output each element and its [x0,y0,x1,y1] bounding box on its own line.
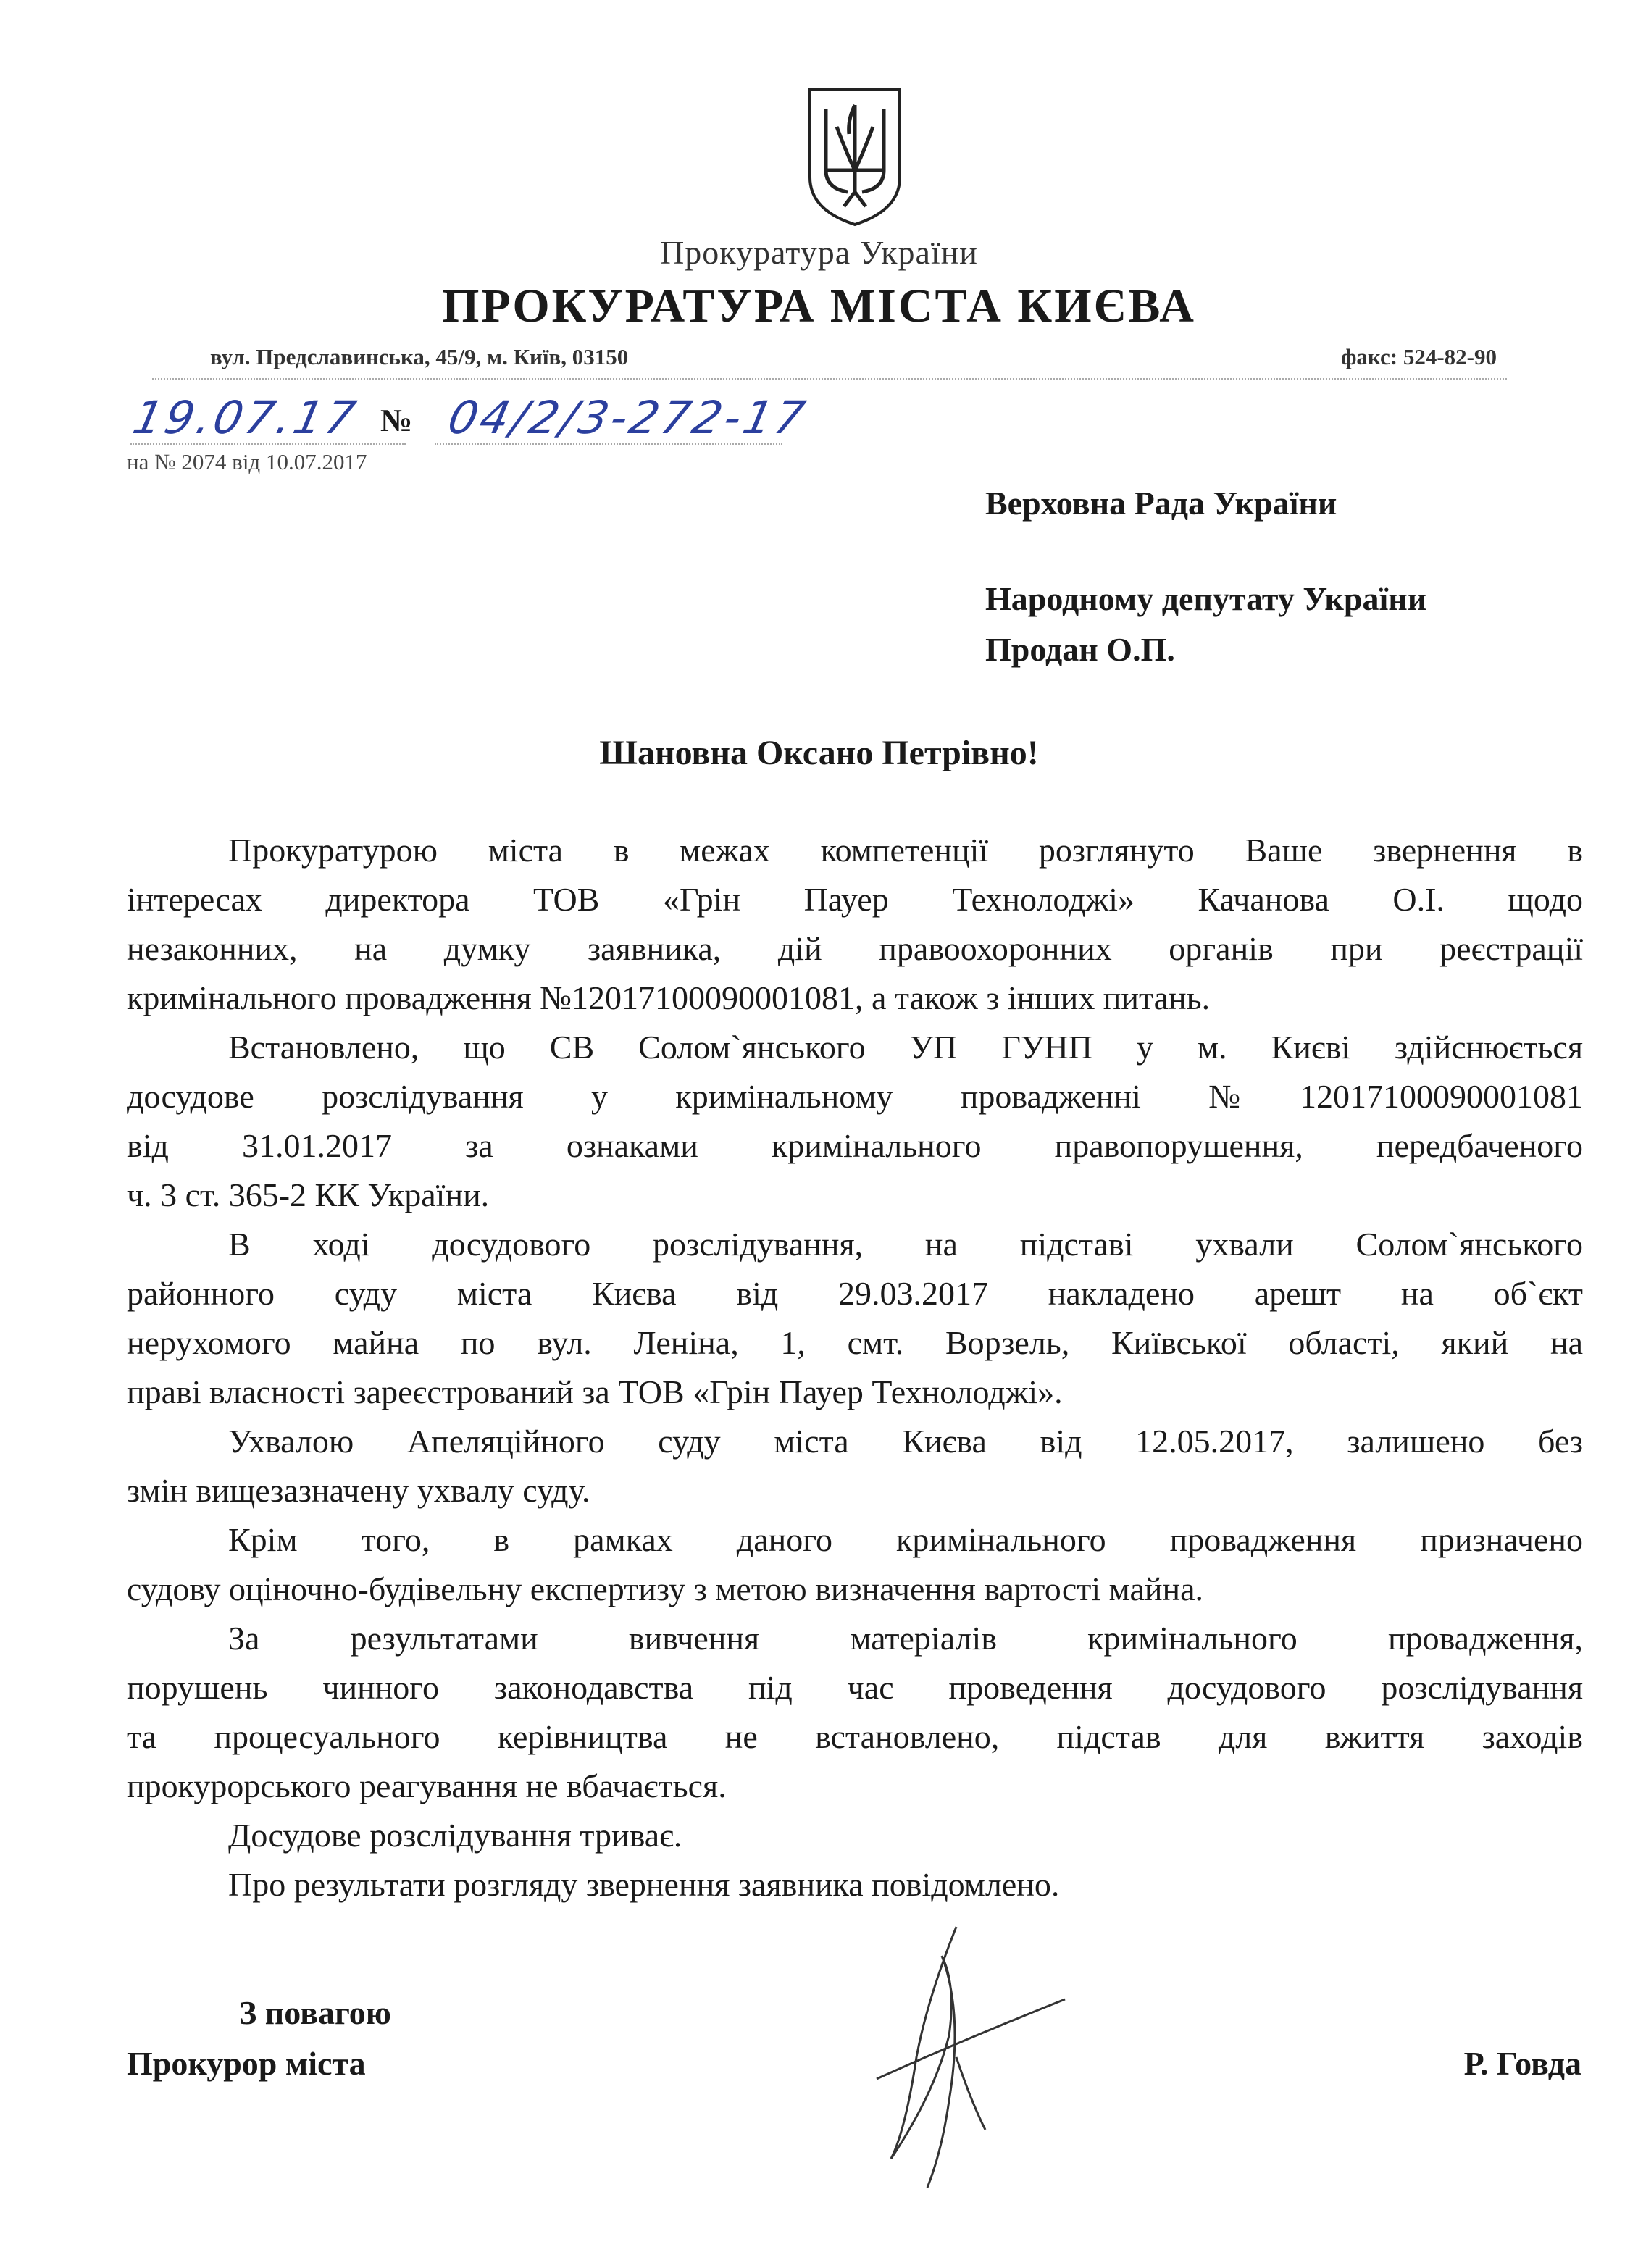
body-line: прокурорського реагування не вбачається. [127,1767,727,1804]
org-title: ПРОКУРАТУРА МІСТА КИЄВА [442,280,1196,332]
body-line: та процесуального керівництва не встановлено, підстав для вжиття заходів [127,1718,1583,1755]
body-line: Прокуратурою міста в межах компетенції розглянуто Ваше звернення в [228,832,1583,869]
number-underline [435,443,782,445]
signer-position: Прокурор міста [127,2045,366,2082]
letter-body [127,826,1583,1909]
recipient-title: Народному депутату України [985,580,1427,617]
trident-emblem-icon [804,83,906,228]
body-line: Ухвалою Апеляційного суду міста Києва від 12.05.2017, залишено без [228,1423,1583,1460]
body-line: ч. 3 ст. 365-2 КК України. [127,1176,490,1213]
body-line: Досудове розслідування триває. [228,1817,682,1854]
signature-icon [848,1912,1087,2195]
body-line: змін вищезазначену ухвалу суду. [127,1472,590,1509]
body-line: від 31.01.2017 за ознаками кримінального правопорушення, передбаченого [127,1127,1583,1164]
body-line: За результатами вивчення матеріалів кримінального провадження, [228,1620,1583,1657]
fax: факс: 524-82-90 [1340,344,1497,369]
signer-name: Р. Говда [1463,2045,1581,2082]
greeting: Шановна Оксано Петрівно! [599,734,1039,772]
body-line: Про результати розгляду звернення заявника повідомлено. [228,1866,1060,1903]
number-sign: № [380,403,413,438]
regards: З повагою [239,1994,391,2031]
body-line: незаконних, на думку заявника, дій правоохоронних органів при реєстрації [127,930,1583,967]
body-line: досудове розслідування у кримінальному провадженні №12017100090001081 [127,1078,1583,1115]
reference-number: на № 2074 від 10.07.2017 [127,449,367,474]
body-line: кримінального провадження №12017100090001081, а також з інших питань. [127,979,1211,1016]
body-line: праві власності зареєстрований за ТОВ «Грін Пауер Технолоджі». [127,1373,1063,1410]
body-line: районного суду міста Києва від 29.03.2017 накладено арешт на об`єкт [127,1275,1583,1312]
body-line: порушень чинного законодавства під час проведення досудового розслідування [127,1669,1583,1706]
header-divider [152,378,1507,380]
handwritten-date: 19.07.17 [128,391,363,444]
address: вул. Предславинська, 45/9, м. Київ, 03150 [210,344,629,369]
org-parent: Прокуратура України [660,234,978,271]
body-line: Встановлено, що СВ Солом`янського УП ГУНП у м. Києві здійснюється [228,1029,1583,1066]
handwritten-number: 04/2/3-272-17 [443,391,813,444]
date-underline [130,443,406,445]
recipient-org: Верховна Рада України [985,485,1337,522]
body-line: нерухомого майна по вул. Леніна, 1, смт. Ворзель, Київської області, який на [127,1324,1583,1361]
body-line: В ході досудового розслідування, на підставі ухвали Солом`янського [228,1226,1583,1263]
body-line: інтересах директора ТОВ «Грін Пауер Технолоджі» Качанова О.І. щодо [127,881,1583,918]
body-line: судову оціночно-будівельну експертизу з метою визначення вартості майна. [127,1570,1204,1607]
body-line: Крім того, в рамках даного кримінального провадження призначено [228,1521,1583,1558]
recipient-name: Продан О.П. [985,631,1175,668]
